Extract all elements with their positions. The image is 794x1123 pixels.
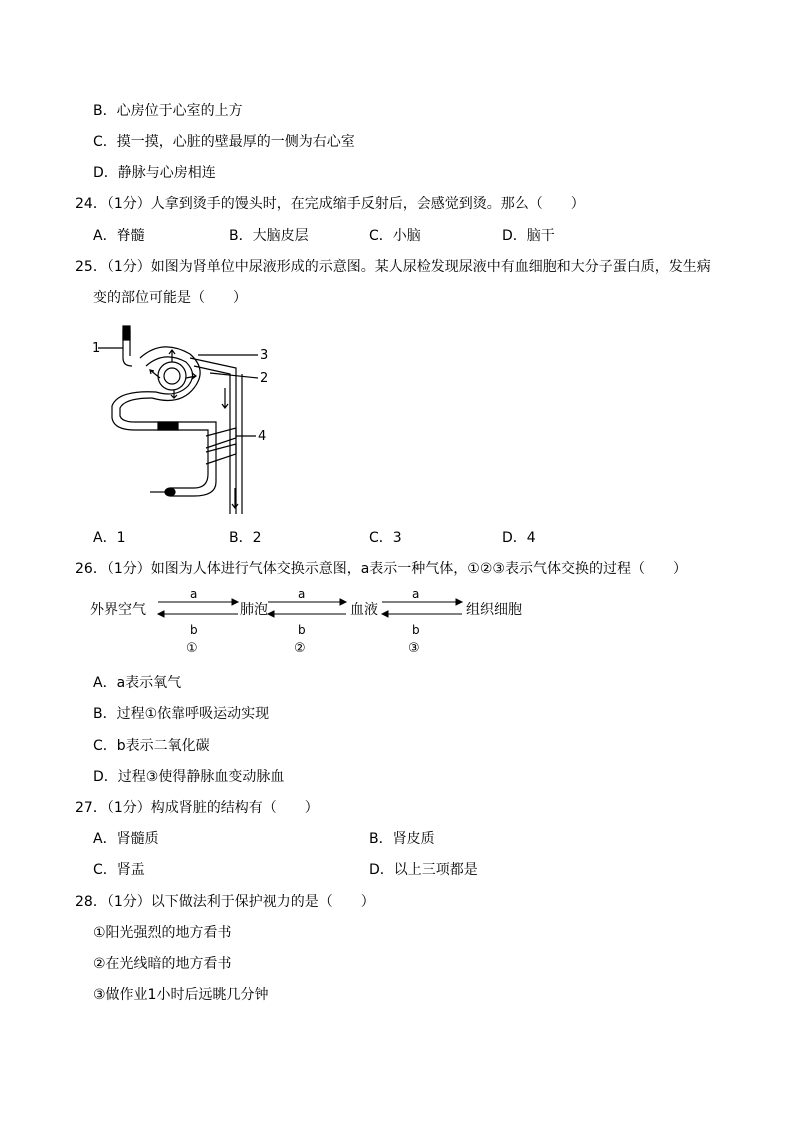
step-2: ② — [294, 641, 306, 656]
q26-option-a: A．a表示氧气 — [93, 675, 182, 691]
arrow-label-b-3: b — [412, 623, 420, 637]
arrow-label-a-2: a — [298, 587, 306, 601]
nephron-label-4: 4 — [258, 429, 267, 444]
node-tissue-cells: 组织细胞 — [466, 602, 522, 618]
q26-option-c: C．b表示二氧化碳 — [93, 738, 210, 754]
q25-option-d: D．4 — [502, 530, 536, 546]
q28-item-2: ②在光线暗的地方看书 — [93, 956, 232, 972]
q26-option-b: B．过程①依靠呼吸运动实现 — [93, 706, 270, 722]
q26-stem: 26．（1分）如图为人体进行气体交换示意图，a表示一种气体，①②③表示气体交换的过程（ ） — [75, 561, 687, 577]
q27-option-a: A．肾髓质 — [93, 831, 159, 847]
nephron-label-1: 1 — [92, 341, 101, 356]
q24-option-d: D．脑干 — [502, 228, 555, 244]
q28-item-1: ①阳光强烈的地方看书 — [93, 925, 232, 941]
node-alveoli: 肺泡 — [240, 602, 268, 618]
q28-stem: 28．（1分）以下做法利于保护视力的是（ ） — [75, 894, 375, 910]
q25-option-c: C．3 — [369, 530, 402, 546]
nephron-label-2: 2 — [260, 371, 269, 386]
q28-item-3: ③做作业1小时后远眺几分钟 — [93, 987, 269, 1003]
nephron-label-3: 3 — [260, 348, 269, 363]
q24-option-b: B．大脑皮层 — [229, 228, 309, 244]
q24-option-a: A．脊髓 — [93, 228, 145, 244]
node-outside-air: 外界空气 — [90, 602, 146, 618]
step-1: ① — [186, 641, 198, 656]
q23-option-d: D．静脉与心房相连 — [93, 165, 216, 181]
q23-option-b: B．心房位于心室的上方 — [93, 103, 243, 119]
q27-stem: 27．（1分）构成肾脏的结构有（ ） — [75, 800, 319, 816]
arrow-label-a-3: a — [412, 587, 420, 601]
q26-option-d: D．过程③使得静脉血变动脉血 — [93, 769, 285, 785]
q27-option-b: B．肾皮质 — [369, 831, 435, 847]
q25-stem-line1: 25．（1分）如图为肾单位中尿液形成的示意图。某人尿检发现尿液中有血细胞和大分子蛋白质，发生病 — [75, 259, 711, 275]
arrow-label-b-1: b — [190, 623, 198, 637]
q25-option-b: B．2 — [229, 530, 262, 546]
q24-option-c: C．小脑 — [369, 228, 421, 244]
q23-option-c: C．摸一摸，心脏的壁最厚的一侧为右心室 — [93, 134, 355, 150]
q27-option-d: D．以上三项都是 — [369, 862, 478, 878]
q25-option-a: A．1 — [93, 530, 126, 546]
nephron-figure — [90, 318, 290, 518]
q25-stem-line2: 变的部位可能是（ ） — [93, 290, 247, 306]
gas-exchange-diagram — [90, 586, 550, 658]
arrow-label-b-2: b — [298, 623, 306, 637]
q27-option-c: C．肾盂 — [93, 862, 145, 878]
arrow-label-a-1: a — [190, 587, 198, 601]
q24-stem: 24．（1分）人拿到烫手的馒头时，在完成缩手反射后，会感觉到烫。那么（ ） — [75, 196, 585, 212]
node-blood: 血液 — [350, 602, 378, 618]
step-3: ③ — [408, 641, 420, 656]
